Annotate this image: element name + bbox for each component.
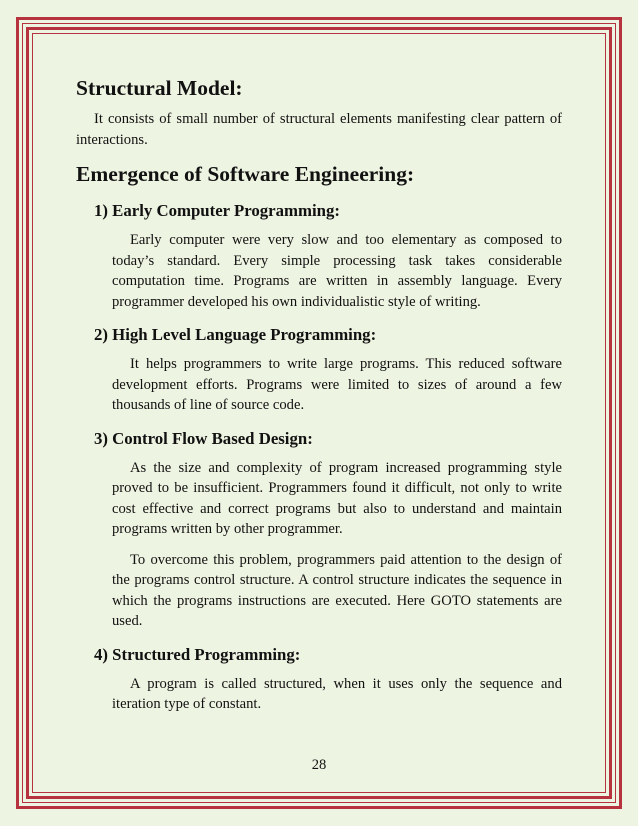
section-early-programming [76, 198, 562, 312]
early-programming-heading: 1) Early Computer Programming: [94, 201, 340, 220]
structural-model-heading: Structural Model: [76, 76, 243, 100]
section-structured-programming [76, 642, 562, 715]
structured-programming-heading: 4) Structured Programming: [94, 644, 301, 664]
structural-model-text: It consists of small number of structural elements manifesting clear pattern of interactions. [76, 111, 562, 148]
control-flow-design-heading: 3) Control Flow Based Design: [94, 428, 313, 448]
control-flow-design-text-1: As the size and complexity of program increased programming style proved to be insufficient. Programmers found it difficult, not only to write cost effective and correct programs but also to understand and maintain programs written by other programmer. [112, 459, 562, 537]
structured-programming-text: A program is called structured, when it uses only the sequence and iteration type of constant. [112, 675, 562, 712]
early-programming-text: Early computer were very slow and too elementary as composed to today’s standard. Every simple processing task takes considerable computation time. Programs are written in assembly language. Every programmer developed his own individualistic style of writing. [112, 232, 562, 310]
section-control-flow-design [76, 426, 562, 632]
high-level-programming-heading: 2) High Level Language Programming: [94, 325, 377, 344]
page-number: 28 [311, 757, 327, 773]
section-high-level-programming [76, 322, 562, 416]
page-content [76, 72, 562, 715]
control-flow-design-text-2: To overcome this problem, programmers paid attention to the design of the programs control structure. A control structure indicates the sequence in which the programs instructions are executed. Here GOTO statements are used. [112, 551, 562, 629]
high-level-programming-text: It helps programmers to write large programs. This reduced software development efforts. Programs were limited to sizes of around a few thousands of line of source code. [112, 356, 562, 413]
emergence-heading: Emergence of Software Engineering: [76, 162, 415, 186]
